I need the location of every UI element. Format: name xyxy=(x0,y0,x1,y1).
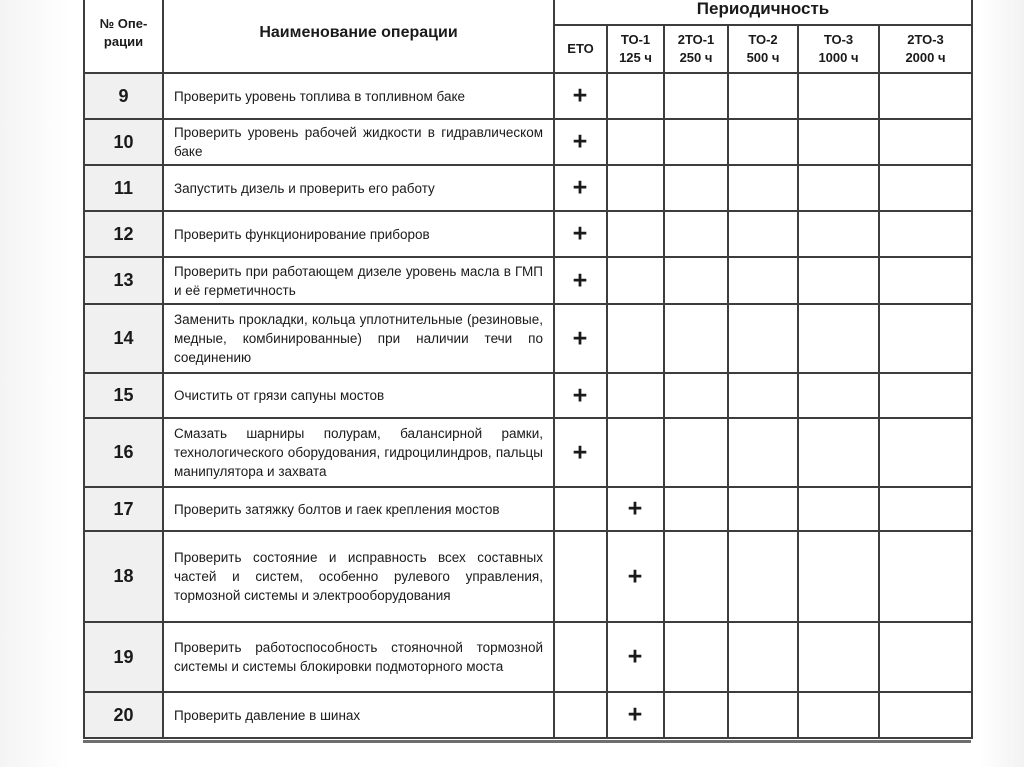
operation-description: Проверить уровень рабочей жидкости в гидравлическом баке xyxy=(163,119,554,165)
period-cell xyxy=(728,119,798,165)
header-period-hours: 2000 ч xyxy=(905,50,946,65)
period-cell xyxy=(728,622,798,692)
table-row xyxy=(84,73,972,119)
plus-mark-icon: + xyxy=(573,265,588,295)
period-cell xyxy=(798,257,879,304)
period-cell xyxy=(664,304,728,373)
table-row xyxy=(84,304,972,373)
period-cell xyxy=(728,418,798,487)
table-bottom-rule xyxy=(83,740,971,743)
table-row xyxy=(84,165,972,211)
table-row xyxy=(84,257,972,304)
operation-description: Проверить уровень топлива в топливном баке xyxy=(163,73,554,119)
operation-number: 16 xyxy=(84,418,163,487)
header-operation-number xyxy=(84,0,163,73)
period-cell xyxy=(728,304,798,373)
period-cell xyxy=(607,622,664,692)
period-cell xyxy=(607,211,664,257)
period-cell xyxy=(879,622,972,692)
header-period-label: 2ТО-3 xyxy=(907,32,944,47)
operation-description: Заменить прокладки, кольца уплотнительные (резиновые, медные, комбинированные) при наличии течи по соединению xyxy=(163,304,554,373)
operation-number: 9 xyxy=(84,73,163,119)
operation-number: 12 xyxy=(84,211,163,257)
period-cell xyxy=(664,418,728,487)
header-period-label: ЕТО xyxy=(567,41,594,56)
plus-mark-icon: + xyxy=(573,380,588,410)
period-cell xyxy=(607,692,664,738)
operation-description: Смазать шарниры полурам, балансирной рамки, технологического оборудования, гидроцилиндров, пальцы манипулятора и захвата xyxy=(163,418,554,487)
operation-description: Проверить функционирование приборов xyxy=(163,211,554,257)
header-period-label: 2ТО-1 xyxy=(677,32,715,47)
header-operation-name: Наименование операции xyxy=(163,0,554,73)
period-cell xyxy=(554,692,607,738)
period-cell xyxy=(798,692,879,738)
period-cell xyxy=(879,73,972,119)
operation-number: 17 xyxy=(84,487,163,531)
period-cell xyxy=(607,487,664,531)
header-period-column xyxy=(879,25,972,73)
header-period-column xyxy=(664,25,728,73)
plus-mark-icon: + xyxy=(573,127,588,156)
period-cell xyxy=(879,418,972,487)
period-cell xyxy=(607,531,664,622)
period-cell xyxy=(664,73,728,119)
operation-description: Проверить давление в шинах xyxy=(163,692,554,738)
period-cell xyxy=(728,373,798,418)
period-cell xyxy=(554,487,607,531)
period-cell xyxy=(607,165,664,211)
period-cell xyxy=(664,211,728,257)
operation-number: 18 xyxy=(84,531,163,622)
table-row xyxy=(84,487,972,531)
header-period-column xyxy=(798,25,879,73)
header-period-label: ТО-2 xyxy=(748,32,778,47)
operation-description: Очистить от грязи сапуны мостов xyxy=(163,373,554,418)
period-cell xyxy=(879,304,972,373)
period-cell xyxy=(554,622,607,692)
period-cell xyxy=(664,531,728,622)
period-cell xyxy=(664,622,728,692)
table-row xyxy=(84,692,972,738)
period-cell xyxy=(554,531,607,622)
period-cell xyxy=(728,165,798,211)
table-row xyxy=(84,211,972,257)
period-cell xyxy=(554,73,607,119)
plus-mark-icon: + xyxy=(628,700,643,729)
operation-description: Проверить работоспособность стояночной тормозной системы и системы блокировки подмоторного моста xyxy=(163,622,554,692)
header-number-line-2: рации xyxy=(103,34,144,49)
header-period-label: ТО-1 xyxy=(620,32,651,47)
period-cell xyxy=(728,531,798,622)
header-period-column xyxy=(607,25,664,73)
operation-number: 13 xyxy=(84,257,163,304)
period-cell xyxy=(607,304,664,373)
header-period-hours: 125 ч xyxy=(619,50,652,65)
period-cell xyxy=(879,373,972,418)
period-cell xyxy=(728,487,798,531)
period-cell xyxy=(554,418,607,487)
maintenance-table xyxy=(83,0,973,739)
period-cell xyxy=(798,119,879,165)
header-period-hours: 500 ч xyxy=(746,50,780,65)
period-cell xyxy=(879,211,972,257)
period-cell xyxy=(798,73,879,119)
period-cell xyxy=(798,211,879,257)
period-cell xyxy=(664,692,728,738)
period-cell xyxy=(798,373,879,418)
period-cell xyxy=(607,257,664,304)
operation-number: 20 xyxy=(84,692,163,738)
operation-number: 10 xyxy=(84,119,163,165)
period-cell xyxy=(554,211,607,257)
period-cell xyxy=(728,211,798,257)
operations-body xyxy=(84,73,972,738)
table-row xyxy=(84,622,972,692)
plus-mark-icon: + xyxy=(573,437,588,467)
period-cell xyxy=(798,304,879,373)
operation-number: 14 xyxy=(84,304,163,373)
period-cell xyxy=(554,304,607,373)
period-cell xyxy=(798,531,879,622)
operation-description: Проверить состояние и исправность всех составных частей и систем, особенно рулевого управления, тормозной системы и электрооборудования xyxy=(163,531,554,622)
plus-mark-icon: + xyxy=(573,173,588,202)
period-cell xyxy=(879,257,972,304)
period-cell xyxy=(607,119,664,165)
period-cell xyxy=(607,73,664,119)
operation-number: 11 xyxy=(84,165,163,211)
period-cell xyxy=(798,487,879,531)
period-cell xyxy=(798,418,879,487)
period-cell xyxy=(879,487,972,531)
header-number-line-1: № Опе- xyxy=(99,16,148,31)
period-cell xyxy=(664,119,728,165)
period-cell xyxy=(728,73,798,119)
operation-description: Запустить дизель и проверить его работу xyxy=(163,165,554,211)
table-row xyxy=(84,119,972,165)
period-cell xyxy=(664,165,728,211)
plus-mark-icon: + xyxy=(628,561,643,591)
plus-mark-icon: + xyxy=(573,81,588,110)
plus-mark-icon: + xyxy=(573,323,588,353)
header-period-column xyxy=(728,25,798,73)
period-cell xyxy=(607,373,664,418)
operation-description: Проверить затяжку болтов и гаек крепления мостов xyxy=(163,487,554,531)
period-cell xyxy=(664,373,728,418)
header-period-label: ТО-3 xyxy=(823,32,854,47)
plus-mark-icon: + xyxy=(628,642,643,671)
period-cell xyxy=(728,692,798,738)
header-period-hours: 250 ч xyxy=(679,50,713,65)
period-cell xyxy=(798,165,879,211)
period-cell xyxy=(728,257,798,304)
period-cell xyxy=(554,165,607,211)
operation-number: 19 xyxy=(84,622,163,692)
table-row xyxy=(84,531,972,622)
period-cell xyxy=(554,373,607,418)
period-cell xyxy=(554,257,607,304)
table-row xyxy=(84,418,972,487)
period-cell xyxy=(879,692,972,738)
header-period-hours: 1000 ч xyxy=(818,50,859,65)
operation-number: 15 xyxy=(84,373,163,418)
table-row xyxy=(84,373,972,418)
operation-description: Проверить при работающем дизеле уровень масла в ГМП и её герметичность xyxy=(163,257,554,304)
period-cell xyxy=(664,487,728,531)
period-cell xyxy=(664,257,728,304)
plus-mark-icon: + xyxy=(628,494,643,523)
header-periodicity: Периодичность xyxy=(554,0,972,25)
period-cell xyxy=(554,119,607,165)
period-cell xyxy=(879,165,972,211)
plus-mark-icon: + xyxy=(573,219,588,248)
period-cell xyxy=(607,418,664,487)
header-period-column xyxy=(554,25,607,73)
period-cell xyxy=(879,531,972,622)
period-cell xyxy=(879,119,972,165)
period-cell xyxy=(798,622,879,692)
